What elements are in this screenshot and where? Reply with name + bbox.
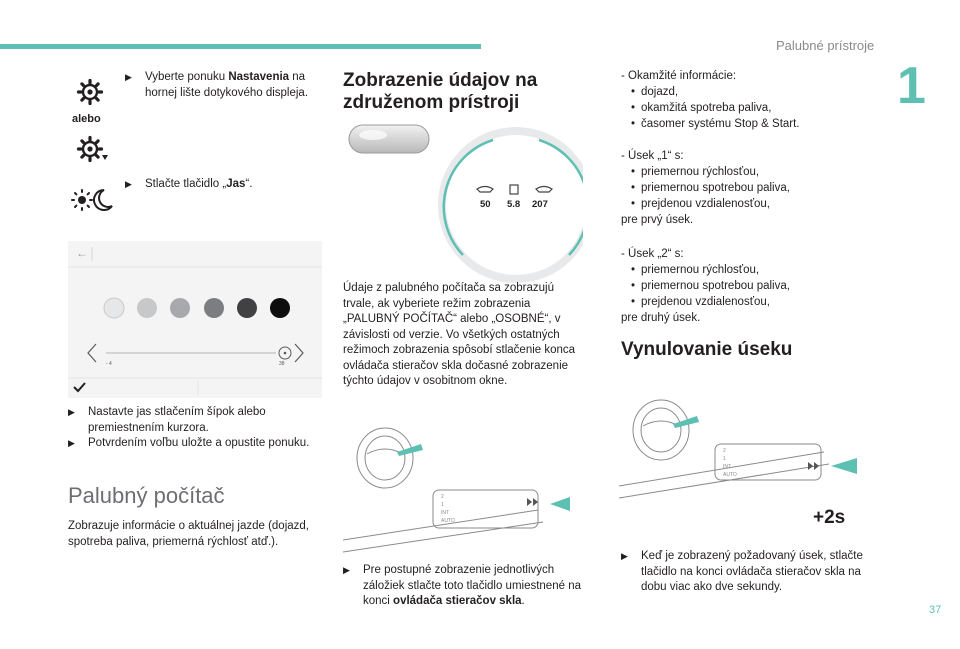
svg-text:INT: INT — [723, 464, 732, 470]
list-item: • okamžitá spotreba paliva, — [621, 100, 871, 116]
arrow-bullet-icon: ▶ — [125, 72, 132, 82]
slider-max-label: 38 — [279, 361, 285, 367]
svg-text:AUTO: AUTO — [723, 472, 737, 478]
list-item: • dojazd, — [621, 84, 871, 100]
step-adjust-brightness: ▶ Nastavte jas stlačením šípok alebo premiestnením kurzora. — [68, 406, 266, 434]
list-item: • prejdenou vzdialenosťou, — [621, 196, 871, 212]
trip2-title: - Úsek „2“ s: — [621, 248, 684, 260]
section-title-cluster-display: Zobrazenie údajov na združenom prístroji — [343, 70, 538, 113]
list-item: • priemernou spotrebou paliva, — [621, 278, 871, 294]
list-item: • prejdenou vzdialenosťou, — [621, 294, 871, 310]
instant-info-title: - Okamžité informácie: — [621, 70, 737, 82]
arrow-bullet-icon: ▶ — [68, 438, 75, 448]
trip1-tail: pre prvý úsek. — [621, 214, 694, 226]
section-title-reset-trip: Vynulovanie úseku — [621, 339, 793, 360]
trip2-tail: pre druhý úsek. — [621, 312, 701, 324]
trip1-list — [621, 148, 871, 228]
page-number: 37 — [929, 604, 942, 616]
svg-text:1: 1 — [723, 456, 726, 462]
gauge-value-distance: 207 — [532, 199, 548, 210]
brightness-panel-graphic — [68, 241, 322, 398]
step-confirm: ▶ Potvrdením voľbu uložte a opustite ponuku. — [68, 436, 333, 452]
list-item: • časomer systému Stop & Start. — [621, 116, 871, 132]
gauge-value-range: 50 — [480, 199, 491, 210]
chapter-number: 1 — [897, 57, 926, 115]
arrow-bullet-icon: ▶ — [343, 565, 350, 575]
svg-text:1: 1 — [441, 502, 444, 508]
settings-gear-icon — [76, 78, 104, 106]
step-press-brightness: ▶ Stlačte tlačidlo „Jas“. — [125, 177, 325, 193]
cluster-display-description: Údaje z palubného počítača sa zobrazujú trvale, ak vyberiete režim zobrazenia „PALUBNÝ POČÍTAČ“ alebo „OSOBNÉ“, v závislosti od verzie. Vo všetkých ostatných režimoch zobrazenia spôsobí stlačenie konca ovládača stieračov skla dočasné zobrazenie týchto údajov v osobitnom okne. — [343, 282, 576, 387]
brightness-sun-moon-icon — [70, 186, 114, 214]
brightness-settings-panel — [68, 241, 322, 398]
list-item: • priemernou spotrebou paliva, — [621, 180, 871, 196]
step-cycle-tabs: ▶ Pre postupné zobrazenie jednotlivých záložiek stlačte toto tlačidlo umiestnené na konci ovládača stieračov skla. — [343, 564, 581, 607]
chapter-title: Palubné prístroje — [776, 38, 875, 53]
trip-computer-description: Zobrazuje informácie o aktuálnej jazde (dojazd, spotreba paliva, priemerná rýchlosť atď.). — [68, 520, 309, 548]
slider-min-label: - 4 — [106, 361, 112, 367]
svg-text:AUTO: AUTO — [441, 518, 455, 524]
settings-gear-dropdown-icon — [76, 135, 110, 163]
header-accent-bar — [0, 44, 481, 49]
arrow-bullet-icon: ▶ — [125, 179, 132, 189]
svg-text:INT: INT — [441, 510, 450, 516]
trip2-list — [621, 246, 871, 326]
arrow-bullet-icon: ▶ — [68, 407, 75, 417]
list-item: • priemernou rýchlosťou, — [621, 262, 871, 278]
instant-info-list — [621, 68, 871, 132]
svg-text:2: 2 — [723, 448, 726, 454]
step-reset-trip: ▶ Keď je zobrazený požadovaný úsek, stlačte tlačidlo na konci ovládača stieračov skla na dobu viac ako dve sekundy. — [621, 550, 863, 593]
step-select-settings: ▶ Vyberte ponuku Nastavenia na hornej lište dotykového displeja. — [125, 71, 309, 99]
hold-two-seconds-badge: +2s — [813, 507, 846, 528]
wiper-stalk-illustration — [343, 418, 583, 558]
list-item: • priemernou rýchlosťou, — [621, 164, 871, 180]
arrow-bullet-icon: ▶ — [621, 551, 628, 561]
section-title-trip-computer: Palubný počítač — [68, 483, 225, 508]
alebo-label: alebo — [72, 113, 101, 125]
svg-text:←: ← — [76, 246, 88, 260]
trip1-title: - Úsek „1“ s: — [621, 150, 684, 162]
gauge-value-consumption: 5.8 — [507, 199, 521, 210]
svg-text:2: 2 — [441, 494, 444, 500]
